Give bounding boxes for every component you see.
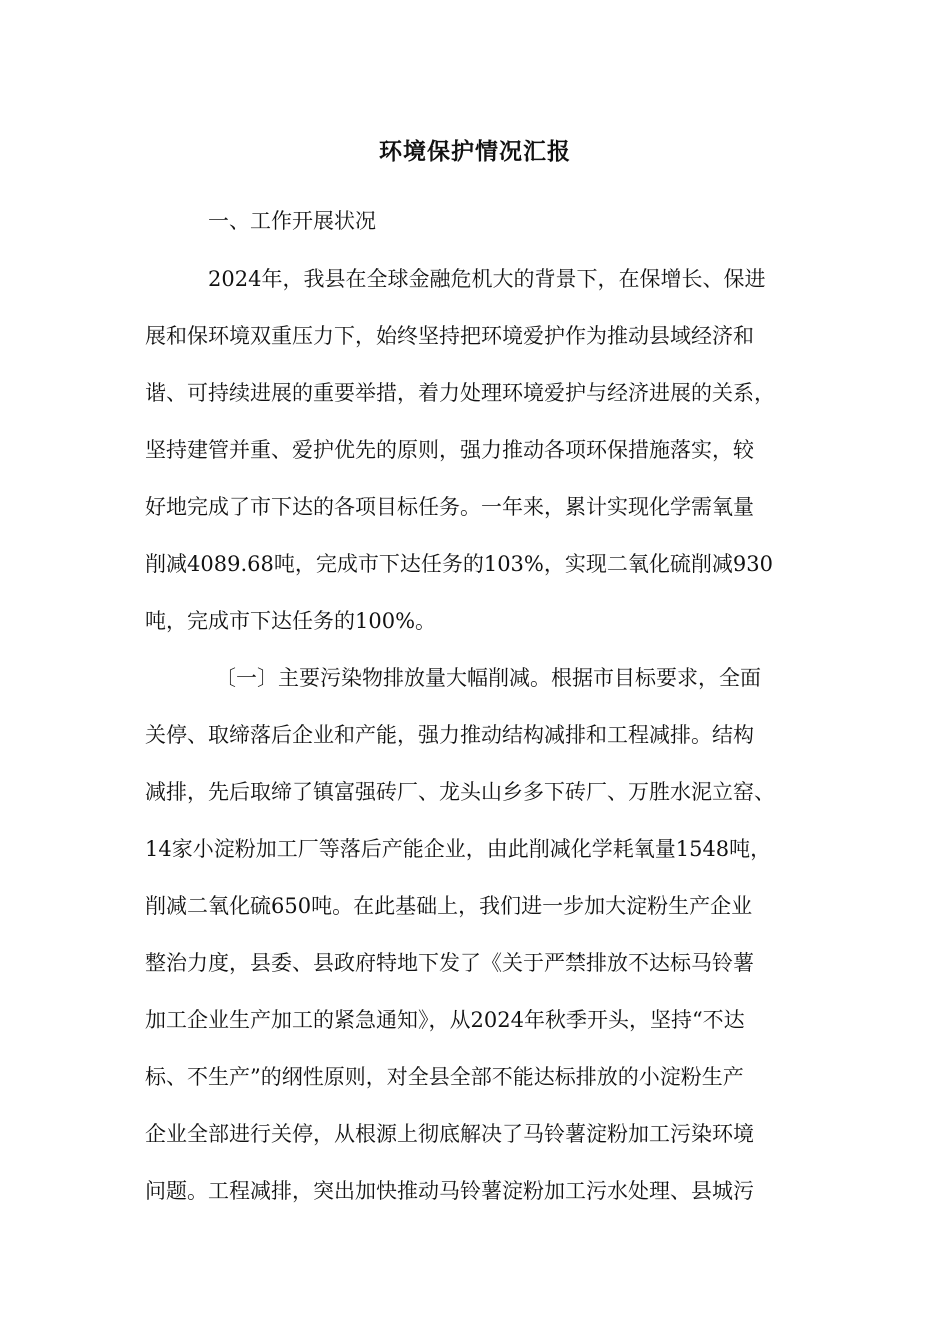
paragraph-line: 标、不生产”的纲性原则，对全县全部不能达标排放的小淀粉生产	[145, 1065, 744, 1089]
paragraph-line: 削减二氧化硫650吨。在此基础上，我们进一步加大淀粉生产企业	[145, 894, 753, 918]
paragraph-line: 企业全部进行关停，从根源上彻底解决了马铃薯淀粉加工污染环境	[145, 1122, 754, 1146]
paragraph-line: 坚持建管并重、爱护优先的原则，强力推动各项环保措施落实，较	[145, 438, 754, 462]
paragraph-line: 吨，完成市下达任务的100%。	[145, 609, 437, 633]
paragraph-line: 〔一〕主要污染物排放量大幅削减。根据市目标要求，全面	[215, 666, 761, 690]
paragraph-line: 问题。工程减排，突出加快推动马铃薯淀粉加工污水处理、县城污	[145, 1179, 754, 1203]
paragraph-line: 2024年，我县在全球金融危机大的背景下，在保增长、保进	[208, 267, 766, 291]
section-heading: 一、工作开展状况	[208, 209, 376, 233]
paragraph-line: 削减4089.68吨，完成市下达任务的103%，实现二氧化硫削减930	[145, 552, 773, 576]
paragraph-line: 关停、取缔落后企业和产能，强力推动结构减排和工程减排。结构	[145, 723, 754, 747]
paragraph-line: 谐、可持续进展的重要举措，着力处理环境爱护与经济进展的关系，	[145, 381, 775, 405]
paragraph-line: 减排，先后取缔了镇富强砖厂、龙头山乡多下砖厂、万胜水泥立窑、	[145, 780, 775, 804]
paragraph-line: 好地完成了市下达的各项目标任务。一年来，累计实现化学需氧量	[145, 495, 754, 519]
document-title: 环境保护情况汇报	[379, 138, 571, 165]
paragraph-line: 加工企业生产加工的紧急通知》，从2024年秋季开头，坚持“不达	[145, 1008, 745, 1032]
paragraph-line: 14家小淀粉加工厂等落后产能企业，由此削减化学耗氧量1548吨，	[145, 837, 772, 861]
paragraph-line: 展和保环境双重压力下，始终坚持把环境爱护作为推动县域经济和	[145, 324, 754, 348]
paragraph-line: 整治力度，县委、县政府特地下发了《关于严禁排放不达标马铃薯	[145, 951, 754, 975]
